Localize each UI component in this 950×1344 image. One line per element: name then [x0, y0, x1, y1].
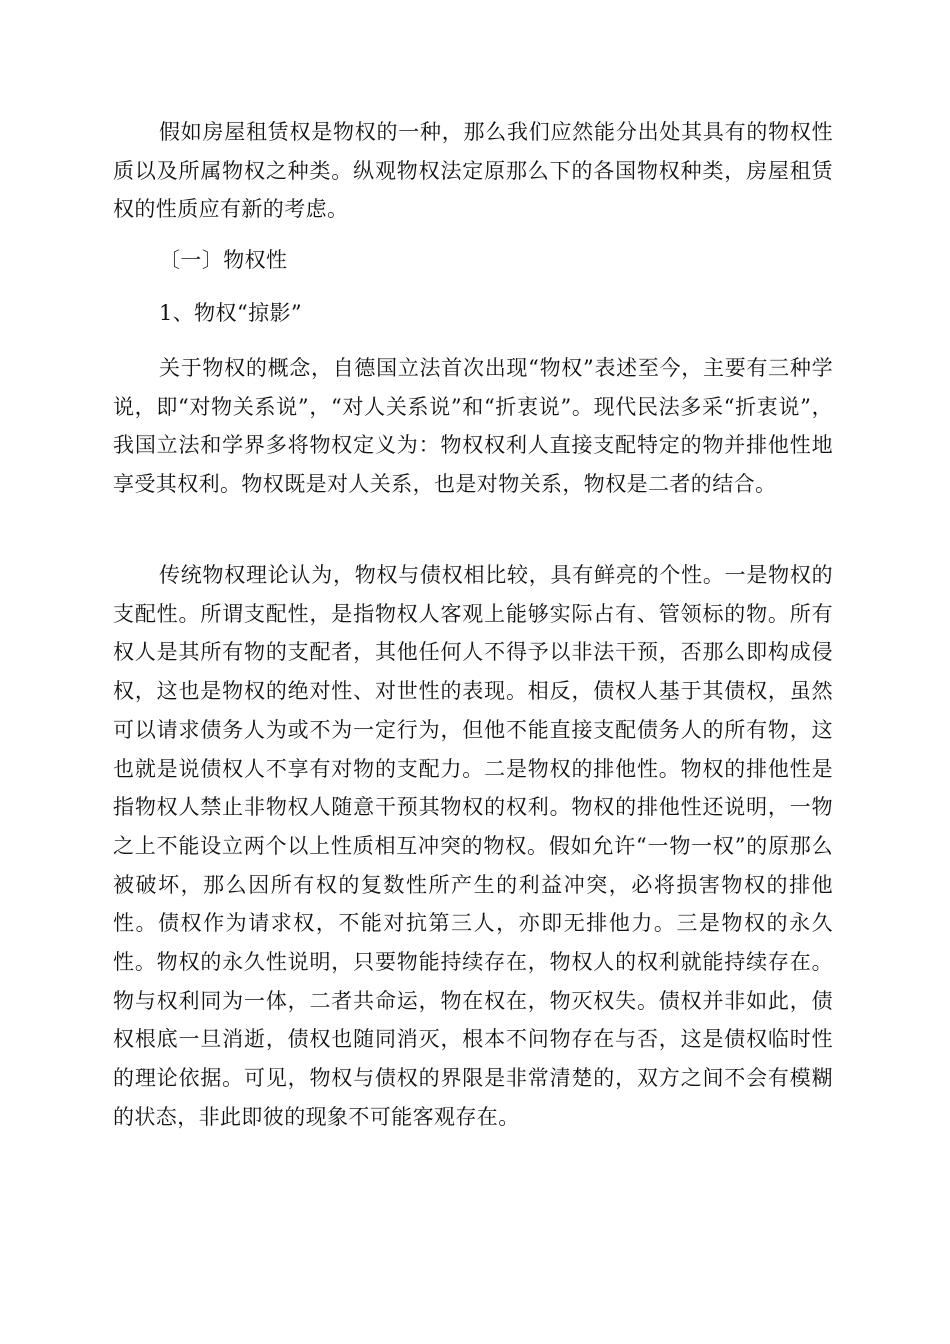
paragraph-intro: 假如房屋租赁权是物权的一种，那么我们应然能分出处其具有的物权性质以及所属物权之种类。纵观物权法定原那么下的各国物权种类，房屋租赁权的性质应有新的考虑。 [113, 120, 833, 222]
paragraph-concept: 关于物权的概念，自德国立法首次出现“物权”表述至今，主要有三种学说，即“对物关系说”，“对人关系说”和“折衷说”。现代民法多采“折衷说”，我国立法和学界多将物权定义为：物权权利人直接支配特定的物并排他性地享受其权利。物权既是对人关系，也是对物关系，物权是二者的结合。 [113, 356, 833, 497]
paragraph-theory: 传统物权理论认为，物权与债权相比较，具有鲜亮的个性。一是物权的支配性。所谓支配性，是指物权人客观上能够实际占有、管领标的物。所有权人是其所有物的支配者，其他任何人不得予以非法干预，否那么即构成侵权，这也是物权的绝对性、对世性的表现。相反，债权人基于其债权，虽然可以请求债务人为或不为一定行为，但他不能直接支配债务人的所有物，这也就是说债权人不享有对物的支配力。二是物权的排他性。物权的排他性是指物权人禁止非物权人随意干预其物权的权利。物权的排他性还说明，一物之上不能设立两个以上性质相互冲突的物权。假如允许“一物一权”的原那么被破坏，那么因所有权的复数性所产生的利益冲突，必将损害物权的排他性。债权作为请求权，不能对抗第三人，亦即无排他力。三是物权的永久性。物权的永久性说明，只要物能持续存在，物权人的权利就能持续存在。物与权利同为一体，二者共命运，物在权在，物灭权失。债权并非如此，债权根底一旦消逝，债权也随同消灭，根本不问物存在与否，这是债权临时性的理论依据。可见，物权与债权的界限是非常清楚的，双方之间不会有模糊的状态，非此即彼的现象不可能客观存在。 [113, 563, 833, 1129]
section-heading: 〔一〕物权性 [159, 248, 288, 272]
subsection-heading: 1、物权“掠影” [159, 301, 303, 325]
